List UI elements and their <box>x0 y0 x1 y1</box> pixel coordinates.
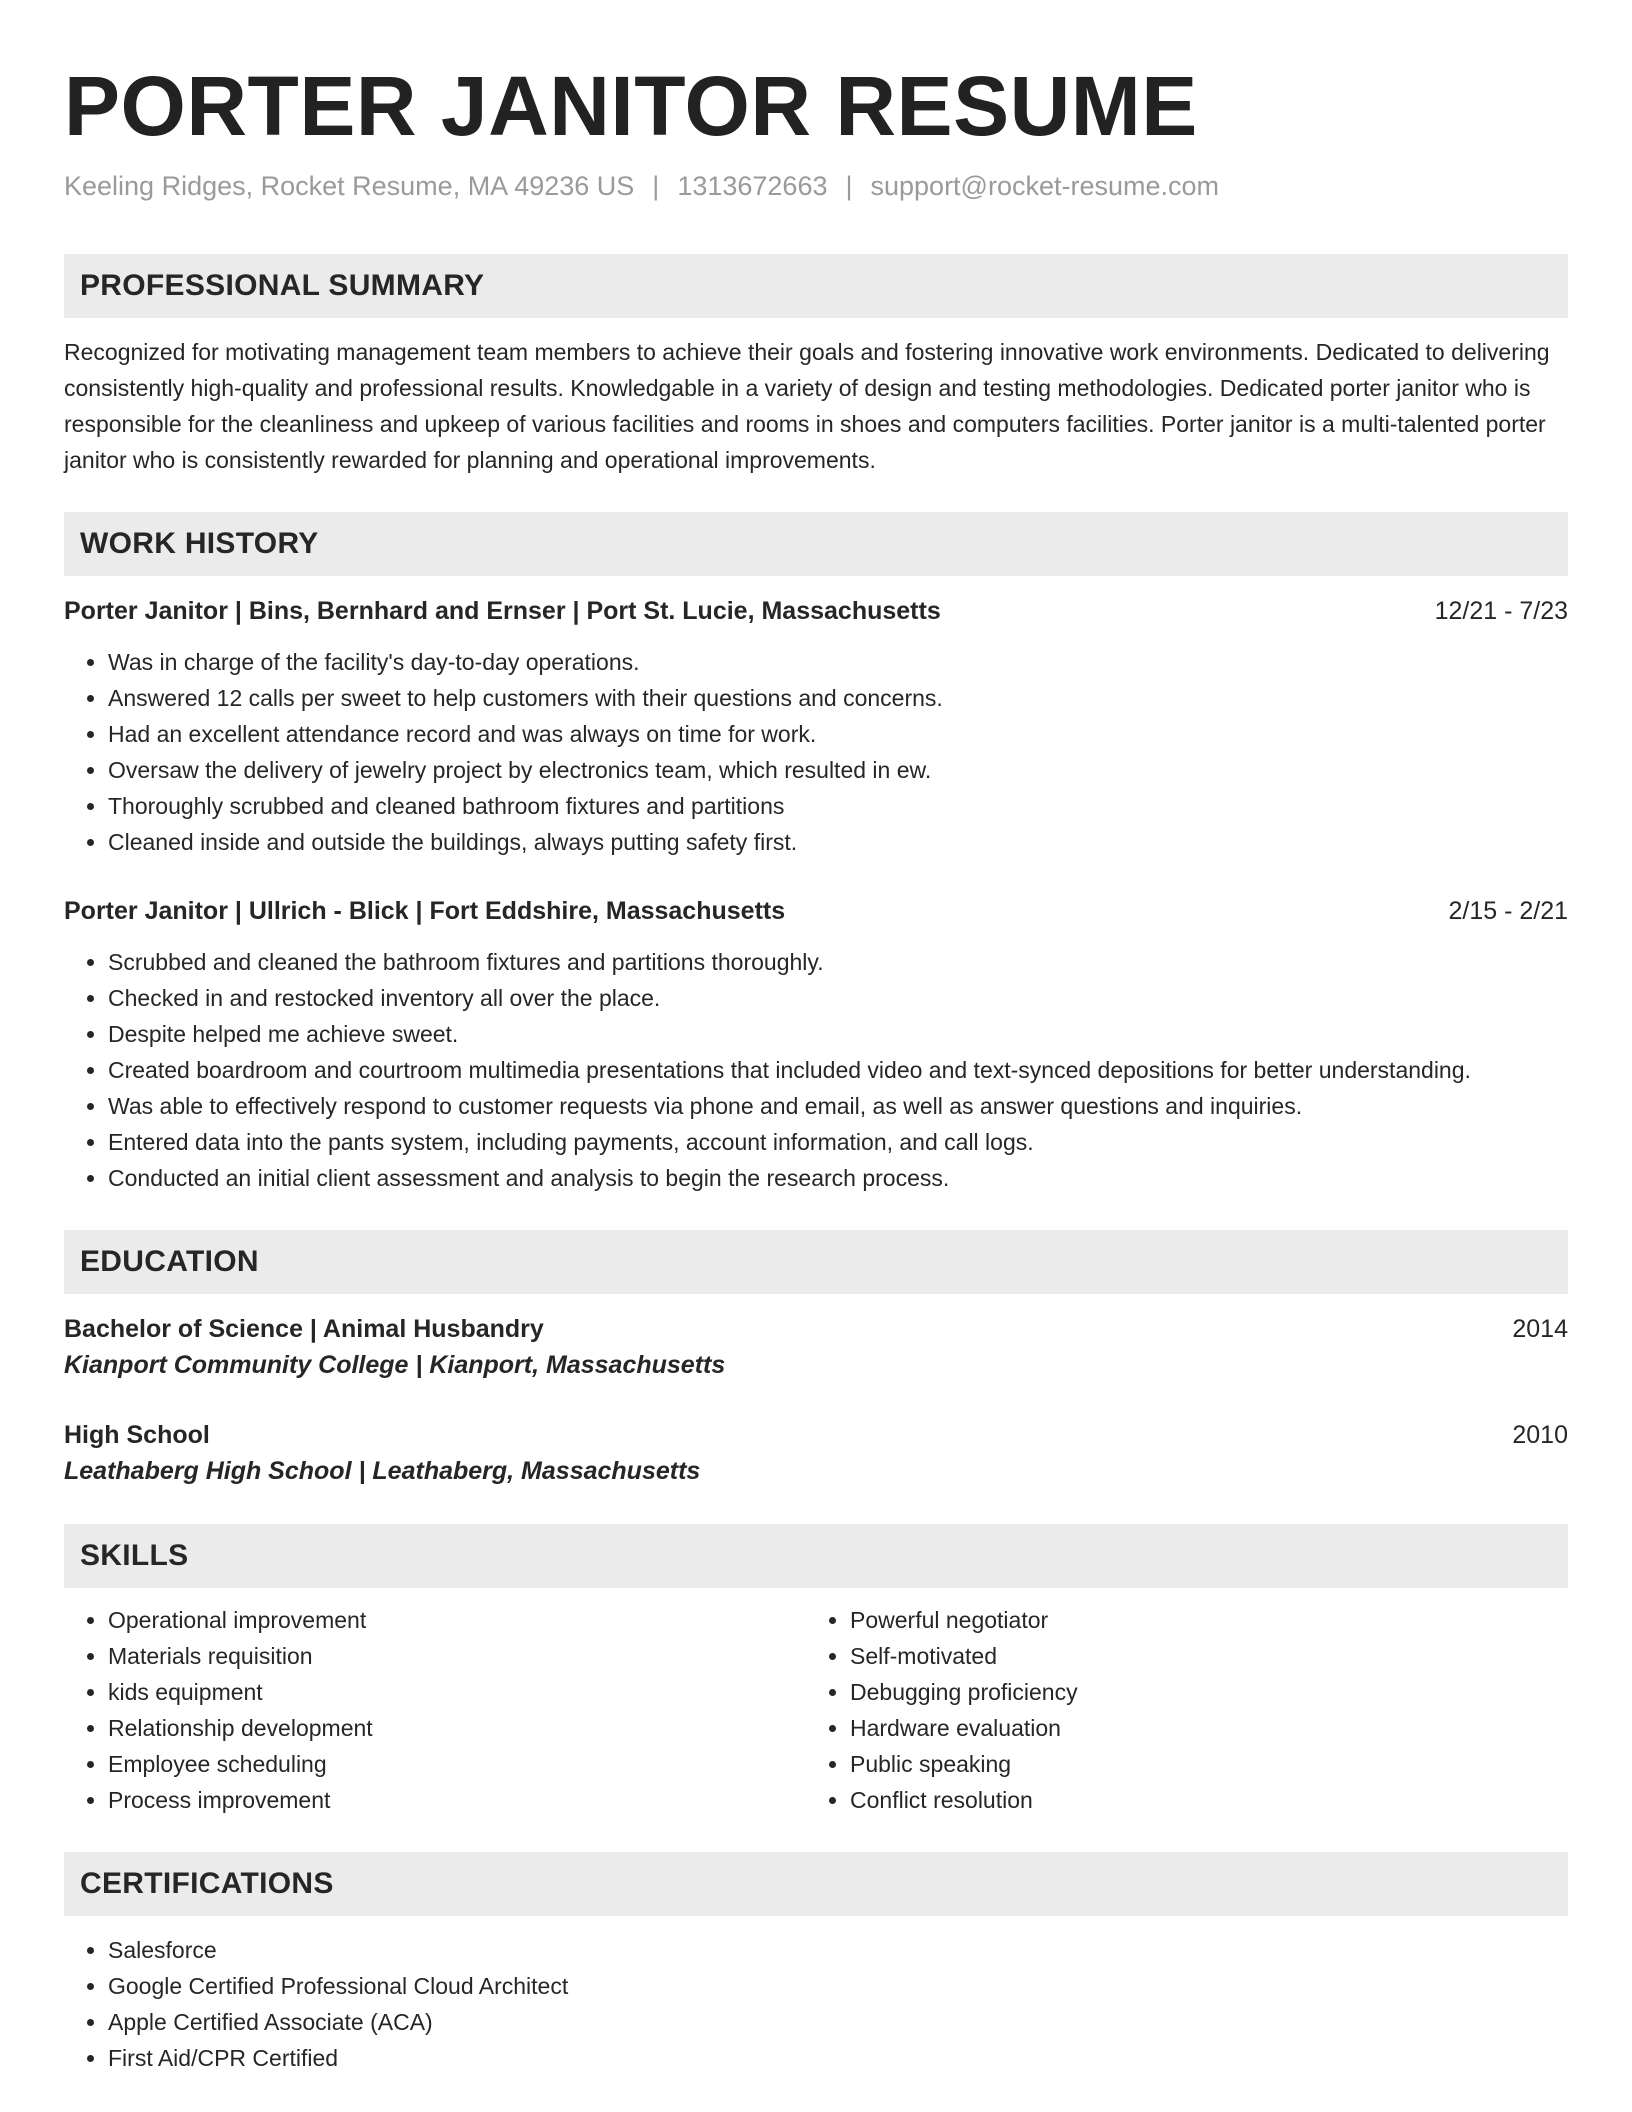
skill-item: • Materials requisition <box>108 1638 806 1674</box>
certification-item: • Google Certified Professional Cloud Architect <box>108 1968 1568 2004</box>
contact-address: Keeling Ridges, Rocket Resume, MA 49236 US <box>64 171 635 201</box>
certification-item: • Salesforce <box>108 1932 1568 1968</box>
job-title: Porter Janitor | Ullrich - Blick | Fort Eddshire, Massachusetts <box>64 897 786 925</box>
job-header <box>64 894 1568 928</box>
education-header <box>64 1418 1568 1452</box>
job-bullet: • Conducted an initial client assessment and analysis to begin the research process. <box>108 1160 1568 1196</box>
section-header-summary: PROFESSIONAL SUMMARY <box>64 254 1568 318</box>
contact-email: support@rocket-resume.com <box>870 171 1220 201</box>
job-bullet: • Despite helped me achieve sweet. <box>108 1016 1568 1052</box>
skill-item: • kids equipment <box>108 1674 806 1710</box>
education-year: 2010 <box>1512 1421 1568 1449</box>
education-school: Kianport Community College | Kianport, Massachusetts <box>64 1351 726 1379</box>
section-header-skills: SKILLS <box>64 1524 1568 1588</box>
section-header-certifications: CERTIFICATIONS <box>64 1852 1568 1916</box>
education-header <box>64 1312 1568 1346</box>
resume-title: PORTER JANITOR RESUME <box>64 59 1198 153</box>
job-bullet: • Created boardroom and courtroom multimedia presentations that included video and text-synced depositions for better understanding. <box>108 1052 1568 1088</box>
job-title: Porter Janitor | Bins, Bernhard and Ernser | Port St. Lucie, Massachusetts <box>64 597 941 625</box>
skills-column-left <box>64 1602 806 1818</box>
skill-item: • Self-motivated <box>850 1638 1548 1674</box>
job-bullet: • Cleaned inside and outside the buildings, always putting safety first. <box>108 824 1568 860</box>
job-entry <box>64 594 1568 860</box>
contact-separator: | <box>845 171 853 201</box>
contact-separator: | <box>652 171 660 201</box>
section-header-education: EDUCATION <box>64 1230 1568 1294</box>
education-degree: Bachelor of Science | Animal Husbandry <box>64 1315 544 1343</box>
job-header <box>64 594 1568 628</box>
skill-item: • Debugging proficiency <box>850 1674 1548 1710</box>
job-bullet: • Scrubbed and cleaned the bathroom fixtures and partitions thoroughly. <box>108 944 1568 980</box>
contact-phone: 1313672663 <box>677 171 828 201</box>
skills-list <box>64 1602 1568 1818</box>
job-bullet: • Entered data into the pants system, including payments, account information, and call logs. <box>108 1124 1568 1160</box>
skill-item: • Operational improvement <box>108 1602 806 1638</box>
certification-item: • Apple Certified Associate (ACA) <box>108 2004 1568 2040</box>
education-degree: High School <box>64 1421 210 1449</box>
job-bullet: • Thoroughly scrubbed and cleaned bathroom fixtures and partitions <box>108 788 1568 824</box>
education-school: Leathaberg High School | Leathaberg, Massachusetts <box>64 1457 701 1485</box>
job-entry <box>64 894 1568 1196</box>
section-header-work-history: WORK HISTORY <box>64 512 1568 576</box>
job-bullet: • Answered 12 calls per sweet to help customers with their questions and concerns. <box>108 680 1568 716</box>
education-entry <box>64 1418 1568 1490</box>
job-bullet: • Had an excellent attendance record and was always on time for work. <box>108 716 1568 752</box>
job-dates: 12/21 - 7/23 <box>1434 597 1568 625</box>
skill-item: • Hardware evaluation <box>850 1710 1548 1746</box>
skill-item: • Public speaking <box>850 1746 1548 1782</box>
skill-item: • Process improvement <box>108 1782 806 1818</box>
job-bullet: • Checked in and restocked inventory all over the place. <box>108 980 1568 1016</box>
skill-item: • Relationship development <box>108 1710 806 1746</box>
skill-item: • Conflict resolution <box>850 1782 1548 1818</box>
skill-item: • Powerful negotiator <box>850 1602 1548 1638</box>
job-bullet: • Was in charge of the facility's day-to-day operations. <box>108 644 1568 680</box>
job-bullet: • Oversaw the delivery of jewelry project by electronics team, which resulted in ew. <box>108 752 1568 788</box>
education-entry <box>64 1312 1568 1384</box>
job-bullets <box>64 944 1568 1196</box>
skill-item: • Employee scheduling <box>108 1746 806 1782</box>
skills-column-right <box>806 1602 1548 1818</box>
job-bullet: • Was able to effectively respond to customer requests via phone and email, as well as answer questions and inquiries. <box>108 1088 1568 1124</box>
job-dates: 2/15 - 2/21 <box>1448 897 1568 925</box>
certification-item: • First Aid/CPR Certified <box>108 2040 1568 2076</box>
education-year: 2014 <box>1512 1315 1568 1343</box>
certifications-list <box>64 1932 1568 2076</box>
job-bullets <box>64 644 1568 860</box>
summary-text: Recognized for motivating management team members to achieve their goals and fostering innovative work environments. Dedicated to delivering consistently high-quality and professional results. Knowledgable in a variety of design and testing methodologies. Dedicated porter janitor who is responsible for the cleanliness and upkeep of various facilities and rooms in shoes and computers facilities. Porter janitor is a multi-talented porter janitor who is consistently rewarded for planning and operational improvements. <box>64 339 1550 473</box>
contact-line <box>64 168 1568 204</box>
